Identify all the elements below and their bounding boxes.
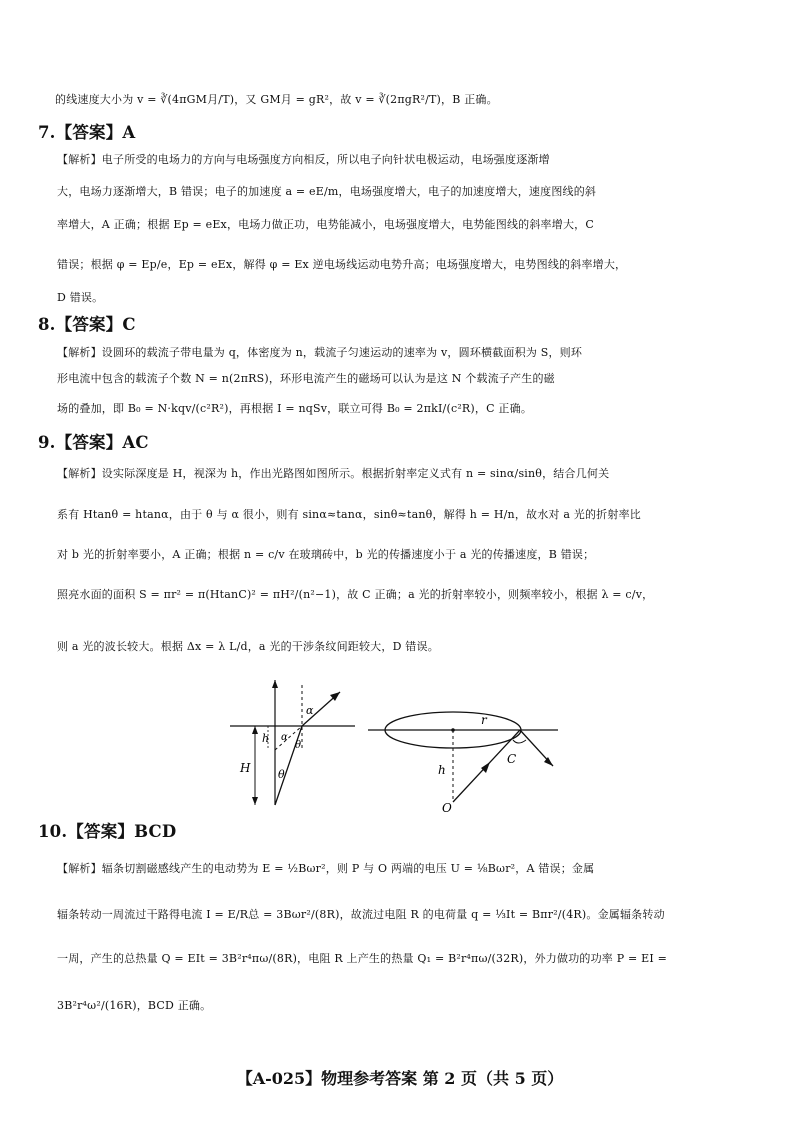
theta-label: θ — [278, 768, 285, 781]
text-line: 对 b 光的折射率要小，A 正确；根据 n = c/v 在玻璃砖中，b 光的传播速度小于 a 光的传播速度，B 错误； — [57, 548, 595, 561]
text-line: 系有 Htanθ = htanα，由于 θ 与 α 很小，则有 sinα≈tanα，sinθ≈tanθ，解得 h = H/n，故水对 a 光的折射率比 — [57, 508, 641, 521]
text-line: 照亮水面的面积 S = πr² = π(HtanC)² = πH²/(n²−1)，故 C 正确；a 光的折射率较小，则频率较小，根据 λ = c/v， — [57, 588, 654, 601]
answer-heading-10: 10.【答案】BCD — [38, 822, 177, 841]
text-line: 一周，产生的总热量 Q = EIt = 3B²r⁴πω/(8R)，电阻 R 上产生的热量 Q₁ = B²r⁴πω/(32R)，外力做功的功率 P = EI = — [57, 952, 667, 965]
page-footer: 【A-025】物理参考答案 第 2 页（共 5 页） — [236, 1069, 564, 1088]
answer-heading-8: 8.【答案】C — [38, 315, 136, 334]
alpha-label: α — [306, 704, 314, 717]
text-line: 场的叠加，即 B₀ = N·kqv/(c²R²)，再根据 I = nqSv，联立可得 B₀ = 2πkI/(c²R)，C 正确。 — [57, 402, 533, 415]
alpha-label-2: α — [281, 732, 288, 743]
text-line: 【解析】设圆环的载流子带电量为 q，体密度为 n，载流子匀速运动的速率为 v，圆环横截面积为 S，则环 — [57, 346, 583, 359]
text-line: 【解析】电子所受的电场力的方向与电场强度方向相反，所以电子向针状电极运动，电场强度逐渐增 — [57, 153, 550, 166]
illuminated-area-diagram — [368, 690, 558, 815]
theta-label-top: θ — [295, 740, 302, 751]
refraction-depth-diagram — [230, 680, 360, 810]
O-label: O — [442, 801, 452, 815]
text-line: 辐条转动一周流过干路得电流 I = E/R总 = 3Bωr²/(8R)，故流过电阻 R 的电荷量 q = ⅓It = Bπr²/(4R)。金属辐条转动 — [57, 908, 665, 921]
text-line: 率增大，A 正确；根据 Ep = eEx，电场力做正功，电势能减小，电场强度增大，电势能图线的斜率增大，C — [57, 218, 594, 231]
h-label-2: h — [438, 763, 446, 777]
text-line: 【解析】辐条切割磁感线产生的电动势为 E = ½Bωr²，则 P 与 O 两端的电压 U = ⅛Bωr²，A 错误；金属 — [57, 862, 595, 875]
r-label: r — [481, 713, 487, 727]
text-line: 则 a 光的波长较大。根据 Δx = λ L/d，a 光的干涉条纹间距较大，D 错误。 — [57, 640, 439, 653]
text-line: 形电流中包含的载流子个数 N = n(2πRS)，环形电流产生的磁场可以认为是这 N 个载流子产生的磁 — [57, 372, 555, 385]
text-line: 【解析】设实际深度是 H，视深为 h，作出光路图如图所示。根据折射率定义式有 n = sinα/sinθ，结合几何关 — [57, 467, 610, 480]
H-label: H — [240, 761, 251, 775]
C-label: C — [507, 752, 517, 766]
text-line: 错误；根据 φ = Ep/e，Ep = eEx，解得 φ = Ex 逆电场线运动电势升高；电场强度增大，电势图线的斜率增大， — [57, 258, 627, 271]
h-label: h — [262, 732, 270, 745]
answer-heading-9: 9.【答案】AC — [38, 433, 149, 452]
text-line: 的线速度大小为 v = ∛(4πGM月/T)，又 GM月 = gR²，故 v = ∛(2πgR²/T)，B 正确。 — [55, 93, 498, 106]
text-line: 3B²r⁴ω²/(16R)，BCD 正确。 — [57, 999, 212, 1012]
text-line: D 错误。 — [57, 291, 104, 304]
text-line: 大，电场力逐渐增大，B 错误；电子的加速度 a = eE/m，电场强度增大，电子的加速度增大，速度图线的斜 — [57, 185, 597, 198]
answer-heading-7: 7.【答案】A — [38, 123, 136, 142]
